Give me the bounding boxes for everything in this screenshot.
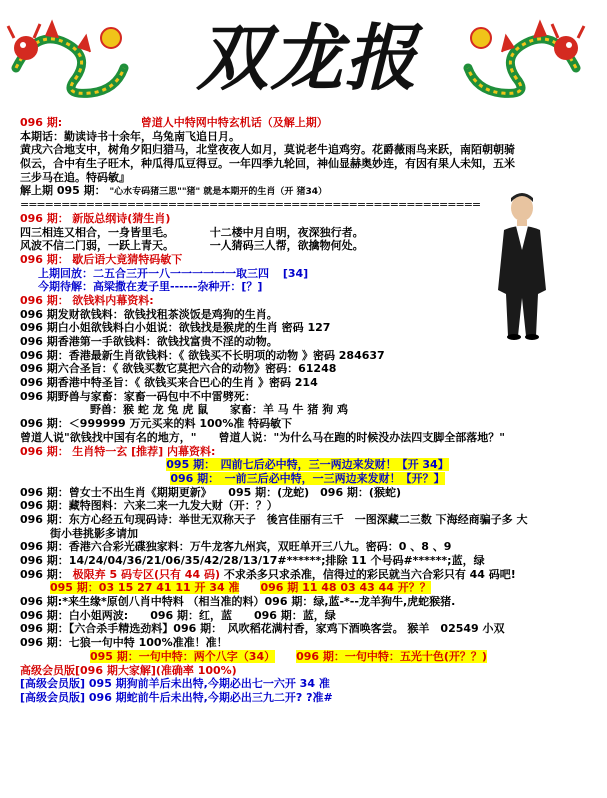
dragon-left-icon	[6, 8, 136, 103]
list-item: 096 期：14/24/04/36/21/06/35/42/28/13/17#******;排除 11 个号码#******;蓝，绿	[20, 554, 485, 567]
list-item: 096 期：七狼一句中特 100%准准！准！	[20, 636, 228, 650]
list-item: 096 期白小姐欲钱料白小姐说：欲钱找是猴虎的生肖 密码 127	[20, 321, 331, 335]
kill-095: 095 期：03 15 27 41 11 开 34 准	[50, 581, 240, 595]
poem-line: 一人猜码三人帮，欲擒物何处。	[209, 239, 364, 253]
answer-label: 解上期 095 期：	[20, 184, 106, 198]
issue-label: 096 期：	[20, 211, 69, 225]
wild-animals: 野兽：猴 蛇 龙 兔 虎 鼠	[90, 403, 209, 417]
list-item: 096 期香港第一手欲钱料：欲钱找富贵不淫的动物。	[20, 335, 278, 348]
section-title: 歇后语大竟猜特码敏下	[72, 252, 183, 266]
answer-text: "心水专码猪三思""猪" 就是本期开的生肖（开 猪34）	[109, 187, 328, 198]
poem-line: 三步马在追。特码敏』	[20, 170, 130, 184]
list-item: 096 期：藏特图料：六来二来一九发大财（开：？）	[20, 499, 278, 513]
issue-label: 096 期：	[20, 252, 69, 266]
issue-label: 096 期:	[20, 116, 63, 129]
last-riddle: 上期回放：二五合三开一八一一一一一一取三四	[38, 266, 269, 280]
content-body	[20, 116, 595, 705]
this-riddle: 今期待解：高梁撒在麦子里------杂种开：[？]	[38, 280, 263, 294]
limit-tail: 不求杀多只求杀准，信得过的彩民就当六合彩只有 44 码吧!	[223, 567, 516, 581]
last-result: [34]	[282, 266, 309, 280]
list-item: 街小巷挑影多请加	[50, 526, 138, 540]
list-item: 096 期：＜999999 万元买来的料 100%准 特码敏下	[20, 417, 293, 431]
section-title: 欲钱料内幕资料:	[72, 293, 154, 307]
one-phrase-095: 095 期：一句中特：两个八字（34）	[90, 649, 276, 663]
list-item: 096 期：【六合杀手精选劲料】096 期： 风吹稻花满村香，家鸡下酒唤客尝。 猴羊 02549 小双	[20, 622, 505, 636]
one-phrase-096: 096 期：一句中特：五光十色(开？？)	[296, 649, 487, 663]
separator: ========================================================	[20, 198, 481, 212]
header	[0, 0, 607, 110]
list-item: 096 期香港中特圣旨：《 欲钱买来合巴心的生肖 》密码 214	[20, 376, 318, 390]
vip-line: [高级会员版] 096 期蛇前牛后未出特,今期必出三九二开? ?准#	[20, 690, 333, 704]
list-item: 096 期：香港六合彩光碟独家料：万牛龙客九州宾，双旺单开三八九。密码：0 、8 、9	[20, 540, 452, 554]
limit-title: 极限弃 5 码专区(只有 44 码)	[72, 567, 220, 581]
list-item: 096 期六合圣旨：《 欲钱买数它莫把六合的动物》密码：61248	[20, 362, 337, 376]
list-item: 096 期发财欲钱料：欲钱找租茶淡饭是鸡狗的生肖。	[20, 307, 278, 321]
list-item: 096 期:*来生缘*原创八肖中特料 （相当准的料）096 期：绿,蓝-*--龙羊狗牛,虎蛇猴猪.	[20, 595, 456, 609]
list-item: 096 期：香港最新生肖欲钱料：《 欲钱买不长明项的动物 》密码 284637	[20, 348, 385, 362]
list-item: 096 期：东方心经五句现码诗：举世无双称天子 後宫佳丽有三千 一图深藏二三数 下海经商骗子多 大	[20, 512, 528, 526]
poem-line: 黄戌六合地支中，树角夕阳归猎马，北堂夜夜人如月，莫说老牛追鸡穷。花爵薇雨鸟来跃，南陌朝朝骑	[20, 143, 515, 157]
vip-line: [高级会员版] 095 期狗前羊后未出特,今期必出七一六开 34 准	[20, 677, 330, 691]
list-item: 096 期：白小姐两波: 096 期：红，蓝 096 期：蓝，绿	[20, 608, 336, 622]
poem-line: 风波不信二门弱，一跃上青天。	[20, 239, 174, 253]
list-item: 096 期：曾女士不出生肖《期期更新》 095 期：(龙蛇) 096 期：(猴蛇)	[20, 485, 401, 499]
zodiac-row: 096 期： 一前三后必中特，一三两边来发财！【开？】	[170, 471, 445, 485]
kill-096: 096 期 11 48 03 43 44 开？？	[260, 581, 431, 595]
saying-line: 曾道人说"欲钱找中国有名的地方，" 曾道人说："为什么马在跑的时候没办法四支脚全部落地？"	[20, 430, 505, 444]
vip-title: 高级会员版[096 期大家解](准确率 100%)	[20, 663, 237, 677]
issue-label: 096 期：	[20, 444, 69, 458]
poem-line: 四三相连又相合，一身皆里毛。	[20, 225, 174, 239]
zodiac-row: 095 期： 四前七后必中特，三一两边来发财！【开 34】	[166, 458, 449, 472]
domestic-animals: 家畜：羊 马 牛 猪 狗 鸡	[229, 403, 348, 417]
intro-title: 曾道人中特网中特玄机话（及解上期）	[140, 116, 328, 129]
section-title: 生肖特一玄 [推荐] 内幕资料:	[72, 444, 216, 458]
issue-label: 096 期：	[20, 293, 69, 307]
poem-line: 十二楼中月自明，夜深独行者。	[209, 225, 364, 239]
section-title: 新版总纲诗(猜生肖)	[72, 211, 171, 225]
poem-line: 本期话：勤读诗书十余年，乌兔南飞追日月。	[20, 129, 240, 143]
issue-label: 096 期：	[20, 567, 69, 581]
list-item: 096 期野兽与家畜：家畜一码包中不中雷劈死：	[20, 389, 256, 403]
page-title: 双龙报	[196, 15, 419, 100]
dragon-right-icon	[456, 8, 586, 103]
poem-line: 似云，合中有生子旺木，种瓜得瓜豆得豆。一年四季九轮回，神仙显赫奥妙连，有因有果人未知，五米	[20, 157, 515, 171]
